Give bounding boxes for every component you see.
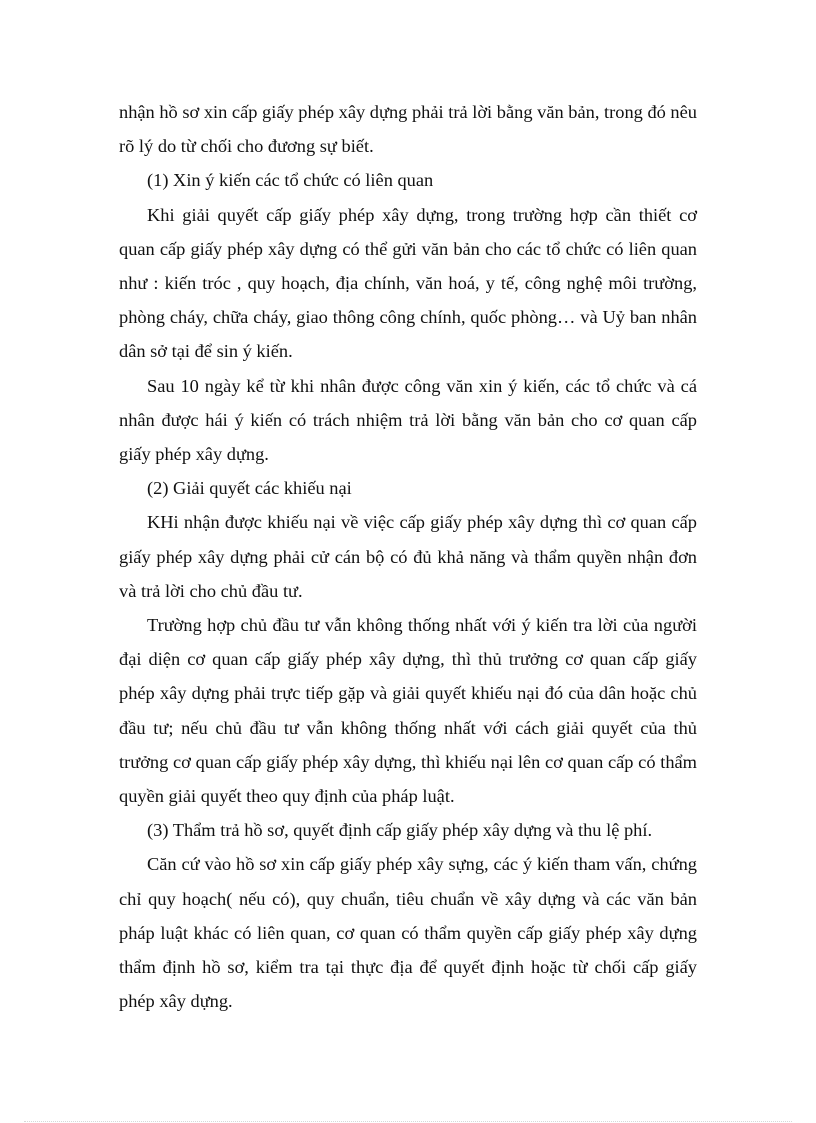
paragraph: Trường hợp chủ đầu tư vẫn không thống nhất với ý kiến tra lời của người đại diện cơ quan cấp giấy phép xây dựng, thì thủ trưởng cơ quan cấp giấy phép xây dựng phải trực tiếp gặp và giải quyết khiếu nại đó của dân hoặc chủ đầu tư; nếu chủ đầu tư vẫn không thống nhất với cách giải quyết của thủ trưởng cơ quan cấp giấy phép xây dựng, thì khiếu nại lên cơ quan cấp có thẩm quyền giải quyết theo quy định của pháp luật. [119, 615, 697, 807]
paragraph: Khi giải quyết cấp giấy phép xây dựng, trong trường hợp cần thiết cơ quan cấp giấy phép xây dựng có thể gửi văn bản cho các tổ chức có liên quan như : kiến tróc , quy hoạch, địa chính, văn hoá, y tế, công nghệ môi trường, phòng cháy, chữa cháy, giao thông công chính, quốc phòng… và Uỷ ban nhân dân sở tại để sin ý kiến. [119, 204, 697, 362]
document-body [119, 95, 697, 1018]
paragraph: KHi nhận được khiếu nại về việc cấp giấy phép xây dựng thì cơ quan cấp giấy phép xây dựng phải cử cán bộ có đủ khả năng và thẩm quyền nhận đơn và trả lời cho chủ đầu tư. [119, 512, 697, 601]
section-heading-2: (2) Giải quyết các khiếu nại [147, 478, 352, 499]
section-heading-1: (1) Xin ý kiến các tổ chức có liên quan [147, 170, 434, 191]
paragraph: Căn cứ vào hồ sơ xin cấp giấy phép xây sựng, các ý kiến tham vấn, chứng chỉ quy hoạch( nếu có), quy chuẩn, tiêu chuẩn về xây dựng và các văn bản pháp luật khác có liên quan, cơ quan có thẩm quyền cấp giấy phép xây dựng thẩm định hồ sơ, kiểm tra tại thực địa để quyết định hoặc từ chối cấp giấy phép xây dựng. [119, 854, 697, 1012]
page-bottom-divider [24, 1121, 792, 1122]
section-heading-3: (3) Thẩm trả hồ sơ, quyết định cấp giấy phép xây dựng và thu lệ phí. [147, 820, 653, 841]
paragraph: Sau 10 ngày kể từ khi nhân được công văn xin ý kiến, các tổ chức và cá nhân được hái ý kiến có trách nhiệm trả lời bằng văn bản cho cơ quan cấp giấy phép xây dựng. [119, 375, 697, 465]
paragraph-continuation: nhận hồ sơ xin cấp giấy phép xây dựng phải trả lời bằng văn bản, trong đó nêu rõ lý do từ chối cho đương sự biết. [119, 102, 697, 157]
